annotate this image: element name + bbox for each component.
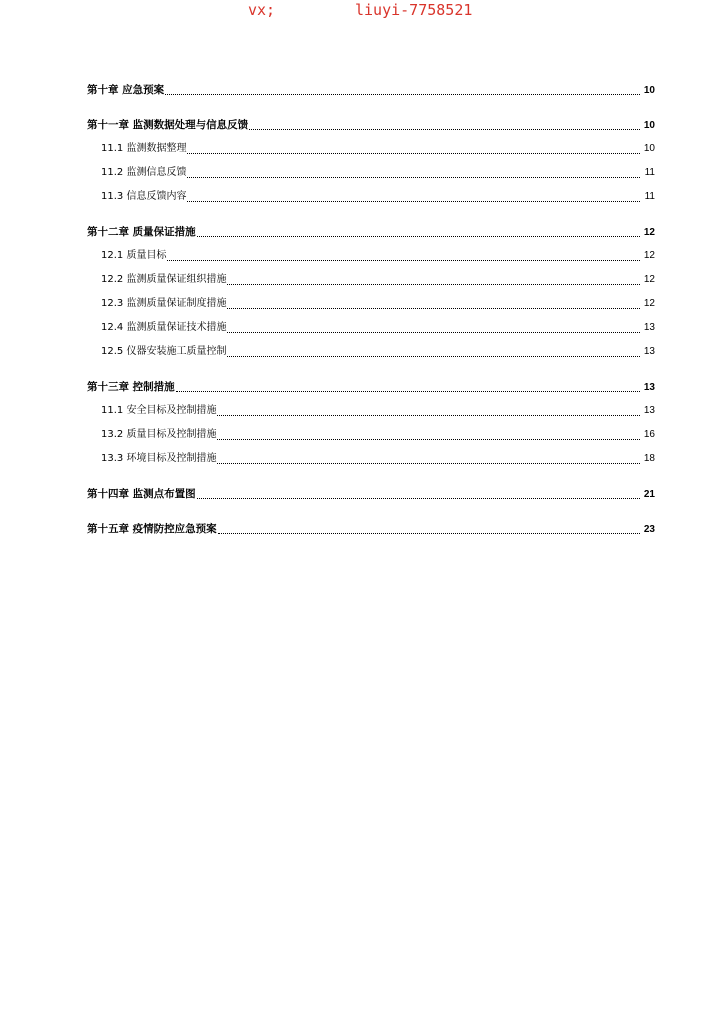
- toc-entry-title: 12.5 仪器安装施工质量控制: [101, 346, 227, 357]
- toc-dot-leader: [187, 152, 640, 154]
- watermark-right-text: liuyi-7758521: [355, 1, 473, 19]
- toc-section-entry[interactable]: [87, 161, 655, 185]
- toc-page-number: 10: [643, 143, 655, 154]
- toc-section-entry[interactable]: [87, 423, 655, 447]
- toc-entry-title: 11.1 监测数据整理: [101, 143, 187, 154]
- toc-page-number: 10: [643, 85, 655, 96]
- toc-entry-title: 第十四章 监测点布置图: [87, 488, 196, 500]
- toc-section-entry[interactable]: [87, 399, 655, 423]
- toc-page-number: 13: [643, 322, 655, 333]
- toc-entry-title: 第十二章 质量保证措施: [87, 226, 196, 238]
- toc-chapter-entry[interactable]: [87, 78, 655, 102]
- toc-section-entry[interactable]: [87, 447, 655, 471]
- toc-chapter-entry[interactable]: [87, 482, 655, 506]
- toc-entry-title: 11.2 监测信息反馈: [101, 167, 187, 178]
- toc-page-number: 12: [643, 227, 655, 238]
- toc-dot-leader: [176, 390, 640, 392]
- toc-dot-leader: [249, 128, 640, 130]
- toc-entry-title: 12.2 监测质量保证组织措施: [101, 274, 227, 285]
- toc-page-number: 13: [643, 382, 655, 393]
- toc-page-number: 23: [643, 524, 655, 535]
- toc-page-number: 11: [644, 167, 655, 178]
- toc-section-entry[interactable]: [87, 244, 655, 268]
- toc-dot-leader: [165, 93, 640, 95]
- toc-dot-leader: [227, 283, 640, 285]
- toc-dot-leader: [227, 331, 640, 333]
- toc-entry-title: 11.3 信息反馈内容: [101, 191, 187, 202]
- toc-dot-leader: [197, 235, 640, 237]
- toc-entry-title: 13.3 环境目标及控制措施: [101, 453, 217, 464]
- toc-dot-leader: [227, 307, 640, 309]
- toc-entry-title: 12.4 监测质量保证技术措施: [101, 322, 227, 333]
- toc-page-number: 13: [643, 405, 655, 416]
- toc-page-number: 16: [643, 429, 655, 440]
- watermark-left-text: vx;: [248, 1, 276, 19]
- toc-dot-leader: [187, 200, 640, 202]
- toc-dot-leader: [218, 532, 640, 534]
- toc-dot-leader: [167, 259, 640, 261]
- toc-chapter-entry[interactable]: [87, 220, 655, 244]
- toc-page-number: 12: [643, 250, 655, 261]
- toc-dot-leader: [227, 355, 640, 357]
- toc-page-number: 18: [643, 453, 655, 464]
- toc-section-entry[interactable]: [87, 340, 655, 364]
- toc-entry-title: 第十三章 控制措施: [87, 381, 175, 393]
- toc-entry-title: 第十章 应急预案: [87, 84, 165, 96]
- toc-entry-title: 11.1 安全目标及控制措施: [101, 405, 217, 416]
- toc-entry-title: 12.1 质量目标: [101, 250, 167, 261]
- toc-chapter-entry[interactable]: [87, 113, 655, 137]
- toc-section-entry[interactable]: [87, 316, 655, 340]
- toc-chapter-entry[interactable]: [87, 517, 655, 541]
- toc-page-number: 13: [643, 346, 655, 357]
- toc-page-number: 12: [643, 274, 655, 285]
- toc-chapter-entry[interactable]: [87, 375, 655, 399]
- toc-page-number: 12: [643, 298, 655, 309]
- toc-section-entry[interactable]: [87, 268, 655, 292]
- table-of-contents: [87, 78, 655, 541]
- toc-entry-title: 13.2 质量目标及控制措施: [101, 429, 217, 440]
- toc-page-number: 10: [643, 120, 655, 131]
- toc-entry-title: 第十五章 疫情防控应急预案: [87, 523, 217, 535]
- toc-dot-leader: [187, 176, 640, 178]
- toc-dot-leader: [217, 438, 640, 440]
- toc-section-entry[interactable]: [87, 185, 655, 209]
- toc-dot-leader: [217, 414, 640, 416]
- toc-dot-leader: [217, 462, 640, 464]
- toc-entry-title: 第十一章 监测数据处理与信息反馈: [87, 119, 249, 131]
- watermark: [0, 0, 724, 22]
- toc-section-entry[interactable]: [87, 292, 655, 316]
- toc-page-number: 11: [644, 191, 655, 202]
- toc-section-entry[interactable]: [87, 137, 655, 161]
- toc-entry-title: 12.3 监测质量保证制度措施: [101, 298, 227, 309]
- toc-dot-leader: [197, 497, 640, 499]
- toc-page-number: 21: [643, 489, 655, 500]
